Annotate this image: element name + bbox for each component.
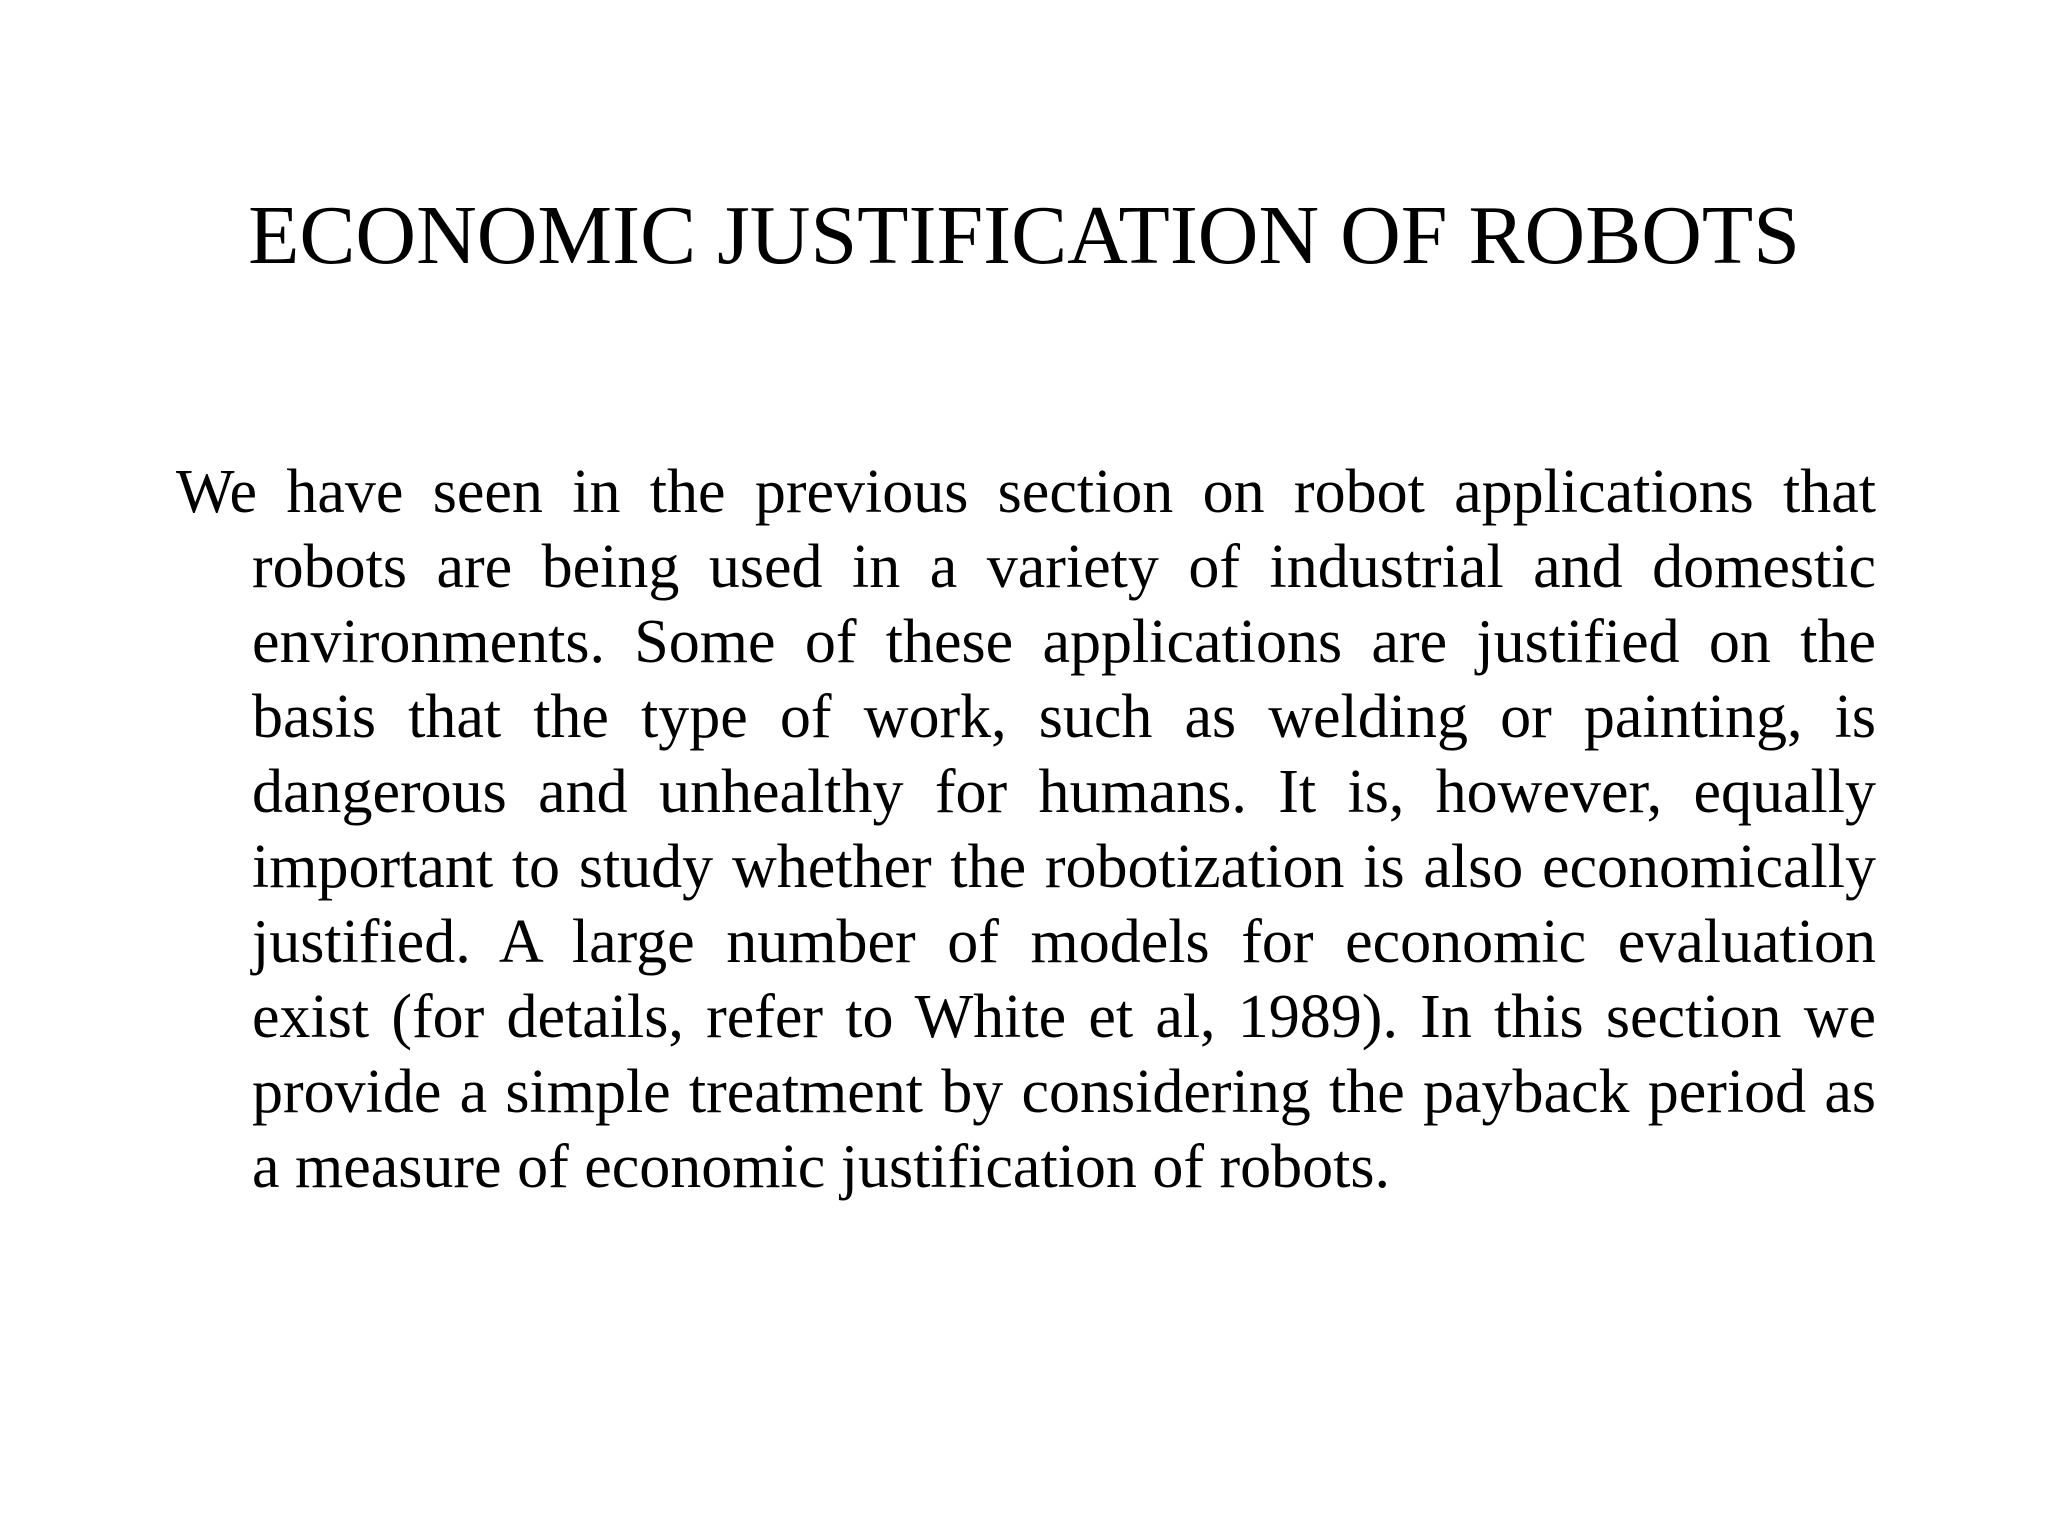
body-paragraph: We have seen in the previous section on robot applications that robots are being used in a variety of industrial and domestic environments. Some of these applications are justified on the basis that the type of work, such as welding or painting, is dangerous and unhealthy for humans. It is, however, equally important to study whether the robotization is also economically justified. A large number of models for economic evaluation exist (for details, refer to White et al, 1989). In this section we provide a simple treatment by considering the payback period as a measure of economic justification of robots.	[176, 458, 1876, 1201]
slide-title: ECONOMIC JUSTIFICATION OF ROBOTS	[248, 189, 1800, 282]
